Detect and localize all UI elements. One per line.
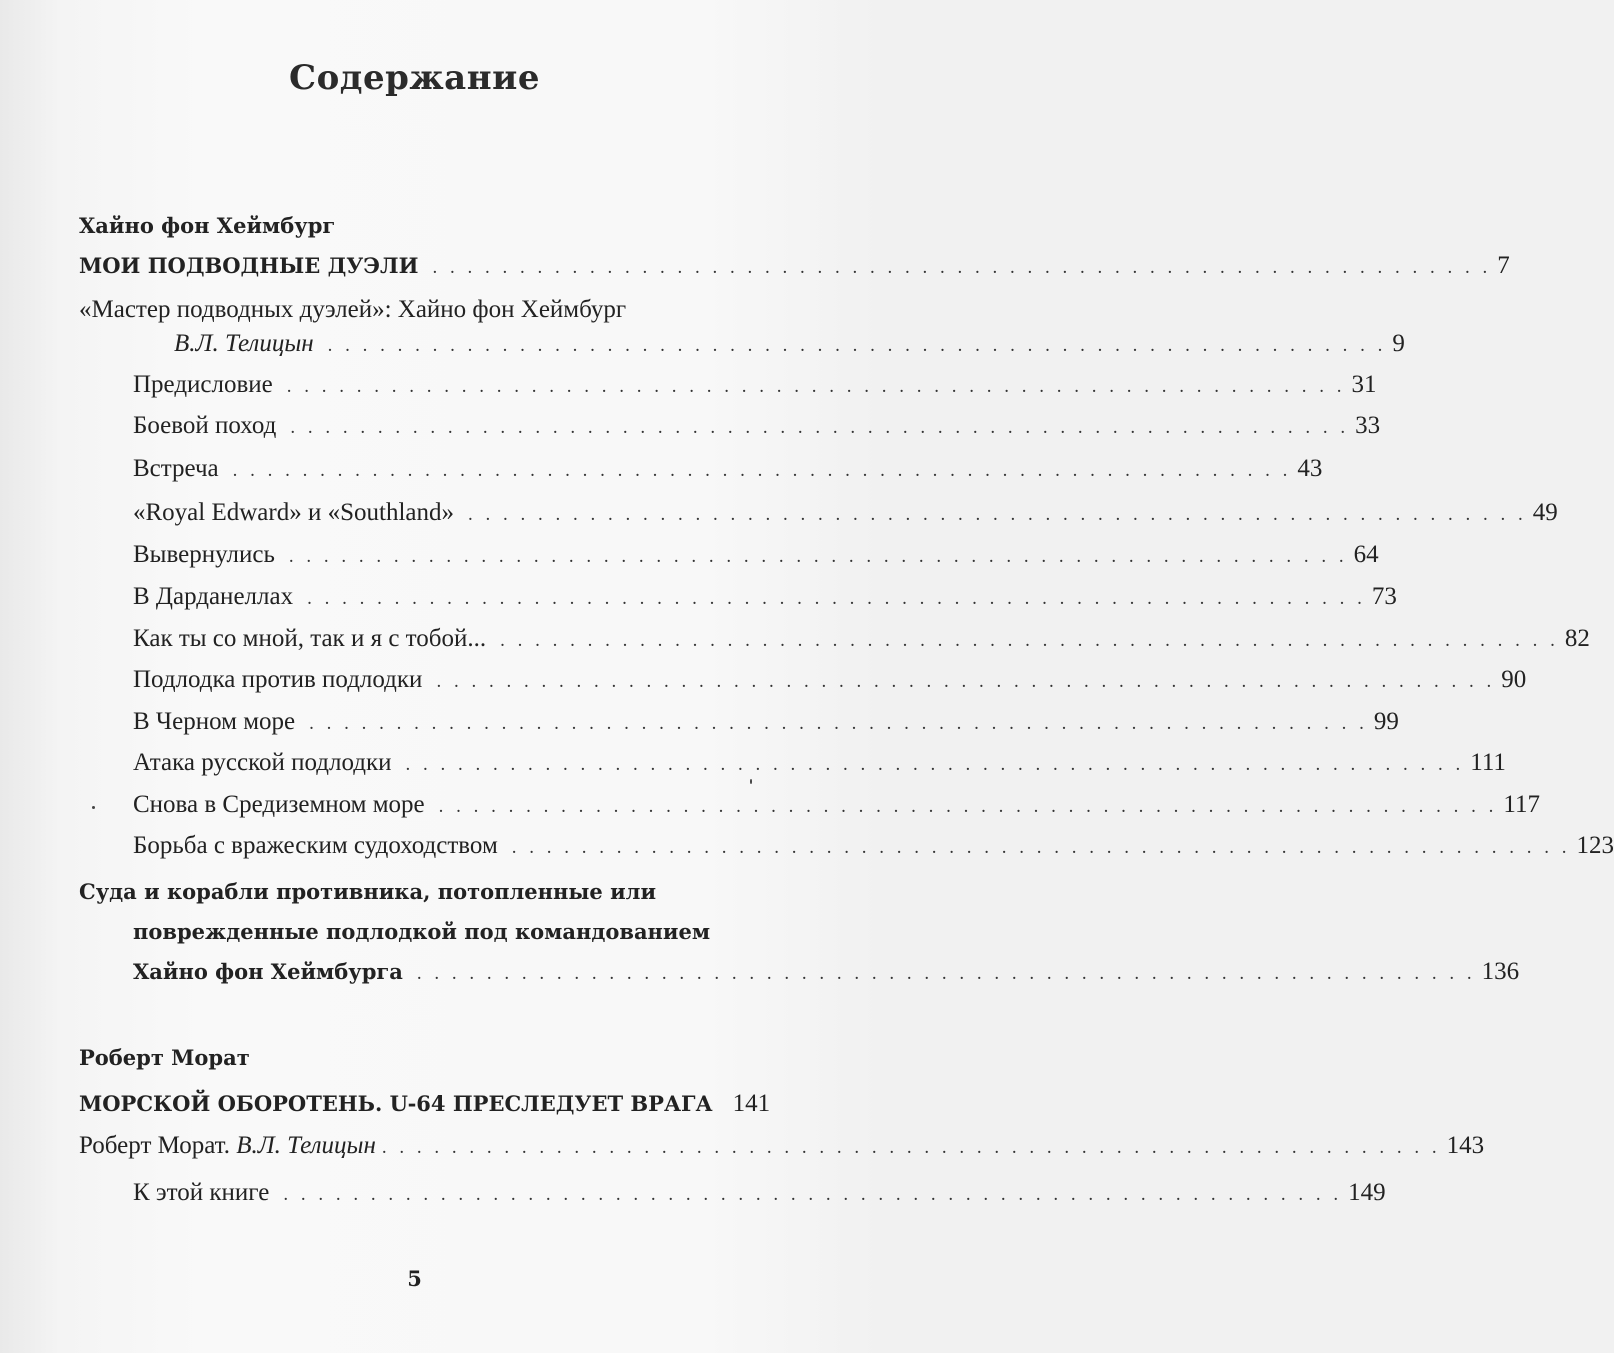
- toc-entry-chapter[interactable]: [133, 706, 1399, 740]
- dot-leader: . . . . . . . . . . . . . . . . . . . . . . . . . . . . . . . . . . . . . . . . . . . . . . . . . . . . . . . . . . . . .: [307, 588, 1366, 609]
- toc-entry-page: 64: [1353, 541, 1379, 568]
- toc-entry-label: Хайно фон Хеймбурга: [133, 959, 403, 984]
- toc-entry-chapter[interactable]: [133, 830, 1614, 864]
- toc-entry-label: В Дарданеллах: [133, 583, 294, 610]
- toc-entry-label: Снова в Средиземном море: [133, 791, 425, 818]
- toc-entry-page: 31: [1351, 371, 1377, 398]
- dot-leader: . . . . . . . . . . . . . . . . . . . . . . . . . . . . . . . . . . . . . . . . . . . . . . . . . . . . . . . . . . . . .: [309, 713, 1368, 734]
- toc-entry-label: МОРСКОЙ ОБОРОТЕНЬ. U-64 ПРЕСЛЕДУЕТ ВРАГА: [79, 1091, 713, 1116]
- toc-entry-label: В Черном море: [133, 708, 296, 735]
- dot-leader: . . . . . . . . . . . . . . . . . . . . . . . . . . . . . . . . . . . . . . . . . . . . . . . . . . . . . . . . . . . . .: [416, 963, 1476, 984]
- toc-entry-author: В.Л. Телицын: [174, 330, 314, 357]
- dot-leader: . . . . . . . . . . . . . . . . . . . . . . . . . . . . . . . . . . . . . . . . . . . . . . . . . . . . . . . . . . . . .: [467, 504, 1527, 525]
- author-heimburg: Хайно фон Хеймбург: [79, 213, 336, 238]
- toc-entry-page: 123: [1576, 832, 1614, 859]
- toc-entry-book1[interactable]: [79, 250, 1510, 284]
- ink-speck: [92, 806, 95, 809]
- toc-entry-page: 111: [1470, 749, 1506, 776]
- toc-entry-appendix-line2[interactable]: поврежденные подлодкой под командованием: [133, 919, 711, 944]
- toc-entry-page: 143: [1446, 1132, 1485, 1159]
- toc-entry-chapter[interactable]: [133, 410, 1381, 444]
- toc-entry-page: 90: [1501, 666, 1527, 693]
- dot-leader: . . . . . . . . . . . . . . . . . . . . . . . . . . . . . . . . . . . . . . . . . . . . . . . . . . . . . . . . . . . . .: [288, 546, 1348, 567]
- dot-leader: . . . . . . . . . . . . . . . . . . . . . . . . . . . . . . . . . . . . . . . . . . . . . . . . . . . . . . . . . . . . .: [511, 837, 1571, 858]
- toc-entry-label: МОИ ПОДВОДНЫЕ ДУЭЛИ: [79, 253, 419, 278]
- toc-entry-chapter[interactable]: [133, 1177, 1386, 1211]
- toc-entry-label: Встреча: [133, 455, 219, 482]
- dot-leader: . . . . . . . . . . . . . . . . . . . . . . . . . . . . . . . . . . . . . . . . . . . . . . . . . . . . . . . . . . . . .: [405, 754, 1465, 775]
- toc-entry-appendix-line1[interactable]: Суда и корабли противника, потопленные или: [79, 879, 657, 904]
- toc-entry-page: 7: [1497, 252, 1510, 279]
- page-title: Содержание: [289, 58, 540, 98]
- toc-entry-chapter[interactable]: [133, 747, 1506, 781]
- toc-entry-page: 73: [1371, 583, 1397, 610]
- toc-entry-label: Вывернулись: [133, 541, 275, 568]
- toc-entry-label: Как ты со мной, так и я с тобой...: [133, 625, 487, 652]
- dot-leader: . . . . . . . . . . . . . . . . . . . . . . . . . . . . . . . . . . . . . . . . . . . . . . . . . . . . . . . . . . . . .: [438, 796, 1498, 817]
- toc-entry-intro2[interactable]: [79, 1130, 1485, 1164]
- toc-entry-intro1-title[interactable]: «Мастер подводных дуэлей»: Хайно фон Хеймбург: [79, 296, 627, 323]
- toc-entry-chapter[interactable]: [133, 581, 1397, 615]
- dot-leader: . . . . . . . . . . . . . . . . . . . . . . . . . . . . . . . . . . . . . . . . . . . . . . . . . . . . . . . . . . . . .: [290, 417, 1350, 438]
- toc-entry-chapter[interactable]: [133, 453, 1323, 487]
- toc-entry-chapter[interactable]: [133, 623, 1590, 657]
- ink-speck: [750, 779, 752, 784]
- dot-leader: . . . . . . . . . . . . . . . . . . . . . . . . . . . . . . . . . . . . . . . . . . . . . . . . . . . . . . . . . . . . .: [500, 630, 1559, 651]
- toc-entry-page: 136: [1481, 958, 1520, 985]
- dot-leader: . . . . . . . . . . . . . . . . . . . . . . . . . . . . . . . . . . . . . . . . . . . . . . . . . . . . . . . . . . . . .: [381, 1137, 1441, 1158]
- dot-leader: . . . . . . . . . . . . . . . . . . . . . . . . . . . . . . . . . . . . . . . . . . . . . . . . . . . . . . . . . . . . .: [436, 671, 1496, 692]
- toc-entry-label: Предисловие: [133, 371, 273, 398]
- page-number: 5: [407, 1266, 422, 1291]
- toc-entry-book2[interactable]: [79, 1088, 771, 1122]
- toc-entry-author: В.Л. Телицын: [236, 1132, 376, 1159]
- toc-entry-label: Подлодка против подлодки: [133, 666, 423, 693]
- toc-entry-label: Атака русской подлодки: [133, 749, 392, 776]
- toc-entry-page: 82: [1564, 625, 1590, 652]
- author-morat: Роберт Морат: [79, 1045, 250, 1070]
- toc-entry-chapter[interactable]: [133, 664, 1527, 698]
- dot-leader: . . . . . . . . . . . . . . . . . . . . . . . . . . . . . . . . . . . . . . . . . . . . . . . . . . . . . . . . . . . . .: [232, 460, 1292, 481]
- toc-entry-page: 141: [732, 1090, 771, 1117]
- dot-leader: . . . . . . . . . . . . . . . . . . . . . . . . . . . . . . . . . . . . . . . . . . . . . . . . . . . . . . . . . . . . .: [283, 1184, 1343, 1205]
- dot-leader: . . . . . . . . . . . . . . . . . . . . . . . . . . . . . . . . . . . . . . . . . . . . . . . . . . . . . . . . . . . . .: [327, 335, 1387, 356]
- toc-entry-chapter[interactable]: [133, 369, 1377, 403]
- toc-entry-chapter[interactable]: [133, 497, 1558, 531]
- toc-entry-label: «Royal Edward» и «Southland»: [133, 499, 454, 526]
- dot-leader: . . . . . . . . . . . . . . . . . . . . . . . . . . . . . . . . . . . . . . . . . . . . . . . . . . . . . . . . . . . . .: [286, 376, 1346, 397]
- toc-entry-label: Боевой поход: [133, 412, 277, 439]
- toc-entry-page: 9: [1392, 330, 1405, 357]
- toc-entry-chapter[interactable]: [133, 789, 1540, 823]
- toc-entry-label: К этой книге: [133, 1179, 270, 1206]
- toc-entry-intro1[interactable]: [174, 328, 1405, 362]
- toc-entry-appendix[interactable]: [133, 956, 1520, 990]
- toc-entry-label: Борьба с вражеским судоходством: [133, 832, 498, 859]
- toc-entry-page: 43: [1297, 455, 1323, 482]
- toc-entry-label-text: Роберт Морат.: [79, 1132, 230, 1159]
- toc-entry-label: [79, 1130, 376, 1162]
- toc-entry-page: 33: [1355, 412, 1381, 439]
- toc-entry-page: 149: [1348, 1179, 1386, 1206]
- toc-entry-page: 49: [1532, 499, 1558, 526]
- toc-entry-chapter[interactable]: [133, 539, 1379, 573]
- toc-entry-page: 117: [1503, 791, 1540, 818]
- dot-leader: . . . . . . . . . . . . . . . . . . . . . . . . . . . . . . . . . . . . . . . . . . . . . . . . . . . . . . . . . . . . .: [432, 257, 1492, 278]
- toc-entry-page: 99: [1373, 708, 1399, 735]
